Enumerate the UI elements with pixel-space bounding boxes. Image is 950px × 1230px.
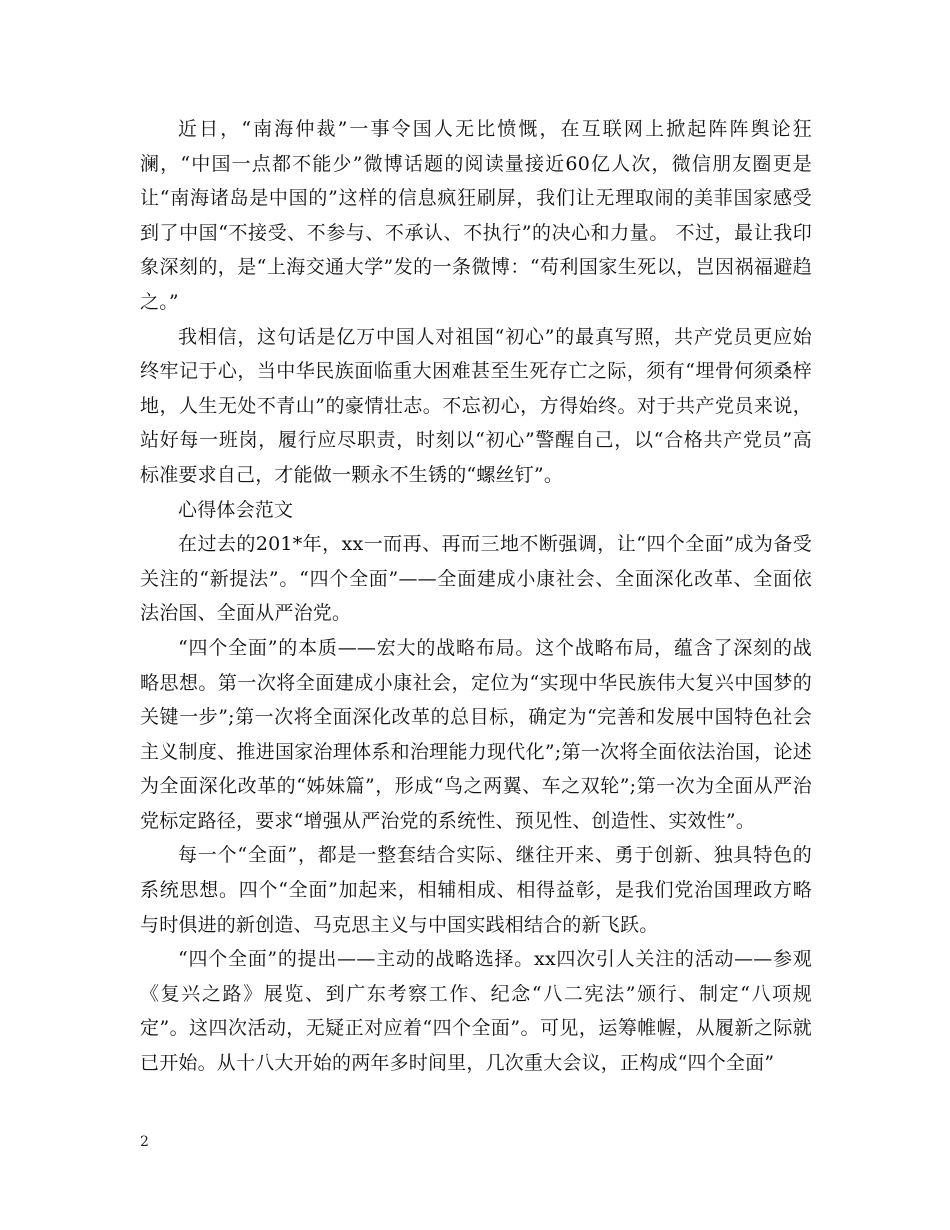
section-heading: 心得体会范文 bbox=[178, 498, 294, 521]
paragraph-south-china-sea: 近日，“南海仲裁”一事令国人无比愤慨，在互联网上掀起阵阵舆论狂澜，“中国一点都不能少”微博话题的阅读量接近60亿人次，微信朋友圈更是让“南海诸岛是中国的”这样的信息疯狂刷屏，我们让无理取闹的美菲国家感受到了中国“不接受、不参与、不承认、不执行”的决心和力量。 不过，最让我印象深刻的，是“上海交通大学”发的一条微博：“苟利国家生死以，岂因祸福避趋之。” bbox=[140, 118, 812, 313]
paragraph-system-thought: 每一个“全面”，都是一整套结合实际、继往开来、勇于创新、独具特色的系统思想。四个“全面”加起来，相辅相成、相得益彰，是我们党治国理政方略与时俱进的新创造、马克思主义与中国实践相结合的新飞跃。 bbox=[140, 844, 812, 936]
paragraph-strategic-choice: “四个全面”的提出——主动的战略选择。xx四次引人关注的活动——参观《复兴之路》展览、到广东考察工作、纪念“八二宪法”颁行、制定“八项规定”。这四次活动，无疑正对应着“四个全面”。可见，运筹帷幄，从履新之际就已开始。从十八大开始的两年多时间里，几次重大会议，正构成“四个全面” bbox=[140, 948, 812, 1075]
paragraph-four-comprehensives-intro: 在过去的201*年，xx一而再、再而三地不断强调，让“四个全面”成为备受关注的“新提法”。“四个全面”——全面建成小康社会、全面深化改革、全面依法治国、全面从严治党。 bbox=[140, 533, 812, 625]
paragraph-strategic-layout: “四个全面”的本质——宏大的战略布局。这个战略布局，蕴含了深刻的战略思想。第一次将全面建成小康社会，定位为“实现中华民族伟大复兴中国梦的关键一步”;第一次将全面深化改革的总目标，确定为“完善和发展中国特色社会主义制度、推进国家治理体系和治理能力现代化”;第一次将全面依法治国，论述为全面深化改革的“姊妹篇”，形成“鸟之两翼、车之双轮”;第一次为全面从严治党标定路径，要求“增强从严治党的系统性、预见性、创造性、实效性”。 bbox=[140, 636, 812, 832]
document-body bbox=[140, 112, 812, 1081]
paragraph-original-aspiration: 我相信，这句话是亿万中国人对祖国“初心”的最真写照，共产党员更应始终牢记于心，当中华民族面临重大困难甚至生死存亡之际，须有“埋骨何须桑梓地，人生无处不青山”的豪情壮志。不忘初心，方得始终。对于共产党员来说，站好每一班岗，履行应尽职责，时刻以“初心”警醒自己，以“合格共产党员”高标准要求自己，才能做一颗永不生锈的“螺丝钉”。 bbox=[140, 325, 812, 486]
page-number: 2 bbox=[140, 1134, 149, 1150]
